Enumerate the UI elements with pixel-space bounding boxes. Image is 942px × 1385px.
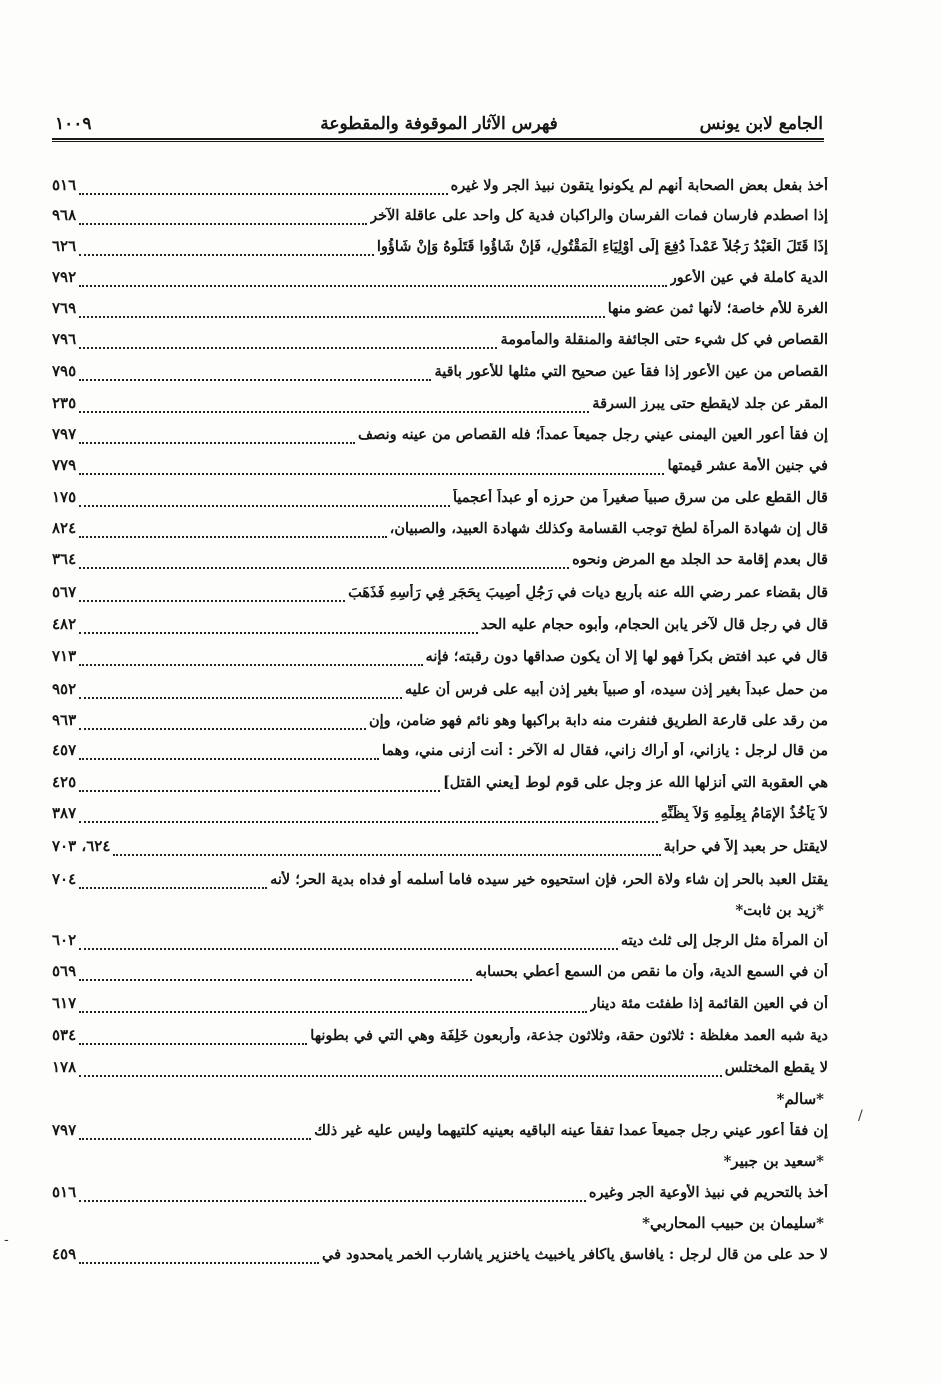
- index-entry: [52, 741, 828, 767]
- entry-text: إِذَا قَتَلَ الْعَبْدُ رَجُلاً عَمْداً دُفِعَ إِلَى أَوْلِيَاءِ الْمَقْتُولِ، فَإِنْ شَاؤُوا قَتَلُوهُ وَإِنْ شَاؤُوا: [376, 238, 828, 255]
- section-title: فهرس الآثار الموقوفة والمقطوعة: [320, 114, 558, 134]
- entry-text: لا يقطع المختلس: [724, 1059, 828, 1076]
- entry-text: يقتل العبد بالحر إن شاء ولاة الحر، فإن استحيوه خير سيده فاما أسلمه أو فداه بدية الحر؛ لأنه: [270, 871, 828, 888]
- index-entry: [52, 1183, 828, 1209]
- entry-text: قال بقضاء عمر رضي الله عنه بأربع ديات في رَجُلٍ أُصِيبَ بِحَجَرٍ فِي رَأْسِهِ فَذَهَبَ: [348, 584, 828, 601]
- dot-leader: [79, 253, 374, 256]
- header-rule: [52, 138, 824, 142]
- entry-text: في جنين الأمة عشر قيمتها: [667, 457, 828, 474]
- index-entry: [52, 931, 828, 957]
- index-entry: [52, 206, 828, 232]
- entry-page: ٥٦٩: [52, 962, 77, 980]
- entry-text: أن في العين القائمة إذا طفئت مئة دينار: [589, 995, 828, 1012]
- dot-leader: [79, 727, 366, 730]
- dot-leader: [79, 1261, 319, 1264]
- entry-text: لاَ يَأْخُذُ الإِمَامُ بِعِلْمِهِ وَلاَ بِظَنِّهِ: [660, 805, 828, 822]
- entry-text: الدية كاملة في عين الأعور: [669, 269, 828, 286]
- book-title: الجامع لابن يونس: [699, 114, 823, 134]
- entry-text: قال في رجل قال لآخر يابن الحجام، وأبوه حجام عليه الحد: [480, 616, 828, 633]
- entry-page: ٥٦٧: [52, 583, 77, 601]
- entry-page: ١٧٥: [52, 488, 77, 506]
- index-entry: [52, 1058, 828, 1084]
- entry-page: ٧٩٧: [52, 1121, 77, 1139]
- entry-page: ٦٢٦: [52, 237, 77, 255]
- index-entry: [52, 615, 828, 641]
- index-entry: [52, 519, 828, 545]
- scan-mark: -: [4, 1232, 9, 1248]
- dot-leader: [79, 378, 431, 381]
- dot-leader: [79, 504, 450, 507]
- entry-page: ٧٩٦: [52, 330, 77, 348]
- entry-page: ٤٢٥: [52, 773, 77, 791]
- index-entry: [52, 237, 828, 263]
- entry-page: ٧٩٧: [52, 425, 77, 443]
- entry-page: ٥١٦: [52, 176, 77, 194]
- dot-leader: [79, 1074, 722, 1077]
- dot-leader: [79, 535, 386, 538]
- entry-text: القصاص في كل شيء حتى الجائفة والمنقلة والمأمومة: [500, 331, 828, 348]
- entry-page: ٣٨٧: [52, 804, 77, 822]
- dot-leader: [79, 1010, 586, 1013]
- dot-leader: [79, 284, 667, 287]
- index-entry: [52, 711, 828, 737]
- index-entry: [52, 299, 828, 325]
- index-entry: [52, 647, 828, 673]
- entry-page: ٧٧٩: [52, 456, 77, 474]
- entry-text: دية شبه العمد مغلظة : ثلاثون حقة، وثلاثون جذعة، وأربعون خَلِفَة وهي التي في بطونها: [310, 1027, 828, 1044]
- index-entry: [52, 870, 828, 896]
- entry-text: أن في السمع الدية، وأن ما نقص من السمع أعطي بحسابه: [475, 963, 828, 980]
- entry-page: ٤٥٩: [52, 1245, 77, 1263]
- entry-text: من حمل عبداً بغير إذن سيده، أو صبياً بغير إذن أبيه على فرس أن عليه: [404, 681, 828, 698]
- entry-text: قال القطع على من سرق صبياً صغيراً من حرزه أو عبداً أعجمياً: [452, 489, 828, 506]
- section-heading: *سليمان بن حبيب المحاربي*: [642, 1214, 824, 1232]
- dot-leader: [79, 441, 355, 444]
- index-entry: [52, 394, 828, 420]
- section-heading: *زيد بن ثابت*: [735, 901, 824, 919]
- dot-leader: [79, 757, 379, 760]
- entry-text: من قال لرجل : يازاني، أو أراك زاني، فقال له الآخر : أنت أزنى مني، وهما: [381, 742, 828, 759]
- entry-text: قال في عبد افتض بكراً فهو لها إلا أن يكون صداقها دون رقبته؛ فإنه: [425, 648, 828, 665]
- page-header: [55, 110, 823, 138]
- entry-text: أخذ بفعل بعض الصحابة أنهم لم يكونوا يتقون نبيذ الجر ولا غيره: [450, 177, 828, 194]
- entry-text: قال بعدم إقامة حد الجلد مع المرض ونحوه: [572, 551, 828, 568]
- index-entry: [52, 773, 828, 799]
- entry-text: أخذ بالتحريم في نبيذ الأوعية الجر وغيره: [588, 1184, 828, 1201]
- dot-leader: [79, 222, 367, 225]
- dot-leader: [79, 192, 447, 195]
- dot-leader: [79, 472, 664, 475]
- dot-leader: [79, 696, 402, 699]
- dot-leader: [79, 1137, 311, 1140]
- index-entry: [52, 837, 828, 863]
- index-entry: [52, 268, 828, 294]
- entry-text: إذا اصطدم فارسان فمات الفرسان والراكبان فدية كل واحد على عاقلة الآخر: [370, 207, 828, 224]
- page-number: ١٠٠٩: [55, 114, 92, 134]
- entry-page: ٦١٧: [52, 994, 77, 1012]
- index-entry: [52, 550, 828, 576]
- entry-page: ٥٣٤: [52, 1026, 77, 1044]
- dot-leader: [79, 1042, 307, 1045]
- entry-page: ٥١٦: [52, 1183, 77, 1201]
- dot-leader: [79, 346, 497, 349]
- entry-page: ٩٥٢: [52, 680, 77, 698]
- index-entry: [52, 425, 828, 451]
- dot-leader: [79, 978, 472, 981]
- dot-leader: [79, 566, 569, 569]
- entry-text: المقر عن جلد لايقطع حتى يبرز السرقة: [592, 395, 828, 412]
- scan-mark: /: [858, 1108, 863, 1124]
- entry-text: إن فقأ أعور عيني رجل جميعاً عمدا تفقأ عينه الباقيه بعينيه كلتيهما وليس عليه غير ذلك: [314, 1122, 828, 1139]
- dot-leader: [79, 1199, 586, 1202]
- entry-page: ٤٨٢: [52, 615, 77, 633]
- dot-leader: [79, 599, 345, 602]
- entry-text: إن فقأ أعور العين اليمنى عيني رجل جميعاً عمداً؛ فله القصاص من عينه ونصف: [358, 426, 828, 443]
- index-entry: [52, 176, 828, 202]
- entry-text: الغرة للأم خاصة؛ لأنها ثمن عضو منها: [607, 300, 828, 317]
- dot-leader: [79, 315, 605, 318]
- dot-leader: [79, 410, 589, 413]
- index-entry: [52, 362, 828, 388]
- entry-text: أن المرأة مثل الرجل إلى ثلث ديته: [620, 932, 828, 949]
- index-entry: [52, 488, 828, 514]
- dot-leader: [79, 886, 267, 889]
- entry-text: لايقتل حر بعبد إلاّ في حرابة: [663, 838, 828, 855]
- entry-text: قال إن شهادة المرأة لطخ توجب القسامة وكذلك شهادة العبيد، والصبيان،: [389, 520, 828, 537]
- section-heading: *سالم*: [776, 1090, 824, 1108]
- index-entry: [52, 1026, 828, 1052]
- entry-page: ٧٩٢: [52, 268, 77, 286]
- index-entry: [52, 330, 828, 356]
- entry-text: القصاص من عين الأعور إذا فقأ عين صحيح التي مثلها للأعور باقية: [434, 363, 828, 380]
- index-entry: [52, 962, 828, 988]
- dot-leader: [79, 631, 478, 634]
- dot-leader: [79, 663, 422, 666]
- entry-page: ٨٢٤: [52, 519, 77, 537]
- entry-page: ٧٩٥: [52, 362, 77, 380]
- dot-leader: [113, 853, 660, 856]
- index-entry: [52, 680, 828, 706]
- dot-leader: [79, 789, 440, 792]
- section-heading: *سعيد بن جبير*: [723, 1152, 824, 1170]
- entry-page: ٧٠٤: [52, 870, 77, 888]
- entry-page: ٤٥٧: [52, 741, 77, 759]
- entry-page: ٦٢٤، ٧٠٣: [52, 837, 111, 855]
- entry-text: لا حد على من قال لرجل : يافاسق ياكافر ياخبيث ياخنزير ياشارب الخمر يامحدود في: [322, 1246, 828, 1263]
- entry-page: ٢٣٥: [52, 394, 77, 412]
- dot-leader: [79, 947, 618, 950]
- index-entry: [52, 1121, 828, 1147]
- entry-page: ٦٠٢: [52, 931, 77, 949]
- entry-page: ٩٦٨: [52, 206, 77, 224]
- index-entry: [52, 994, 828, 1020]
- index-entry: [52, 804, 828, 830]
- entry-page: ٣٦٤: [52, 550, 77, 568]
- entry-page: ٩٦٣: [52, 711, 77, 729]
- dot-leader: [79, 820, 657, 823]
- entry-page: ١٧٨: [52, 1058, 77, 1076]
- index-entry: [52, 1245, 828, 1271]
- index-entry: [52, 583, 828, 609]
- entry-page: ٧١٣: [52, 647, 77, 665]
- entry-text: هي العقوبة التي أنزلها الله عز وجل على قوم لوط [يعني القتل]: [442, 774, 828, 791]
- index-entry: [52, 456, 828, 482]
- entry-text: من رقد على قارعة الطريق فنفرت منه دابة براكبها وهو نائم فهو ضامن، وإن: [369, 712, 828, 729]
- entry-page: ٧٦٩: [52, 299, 77, 317]
